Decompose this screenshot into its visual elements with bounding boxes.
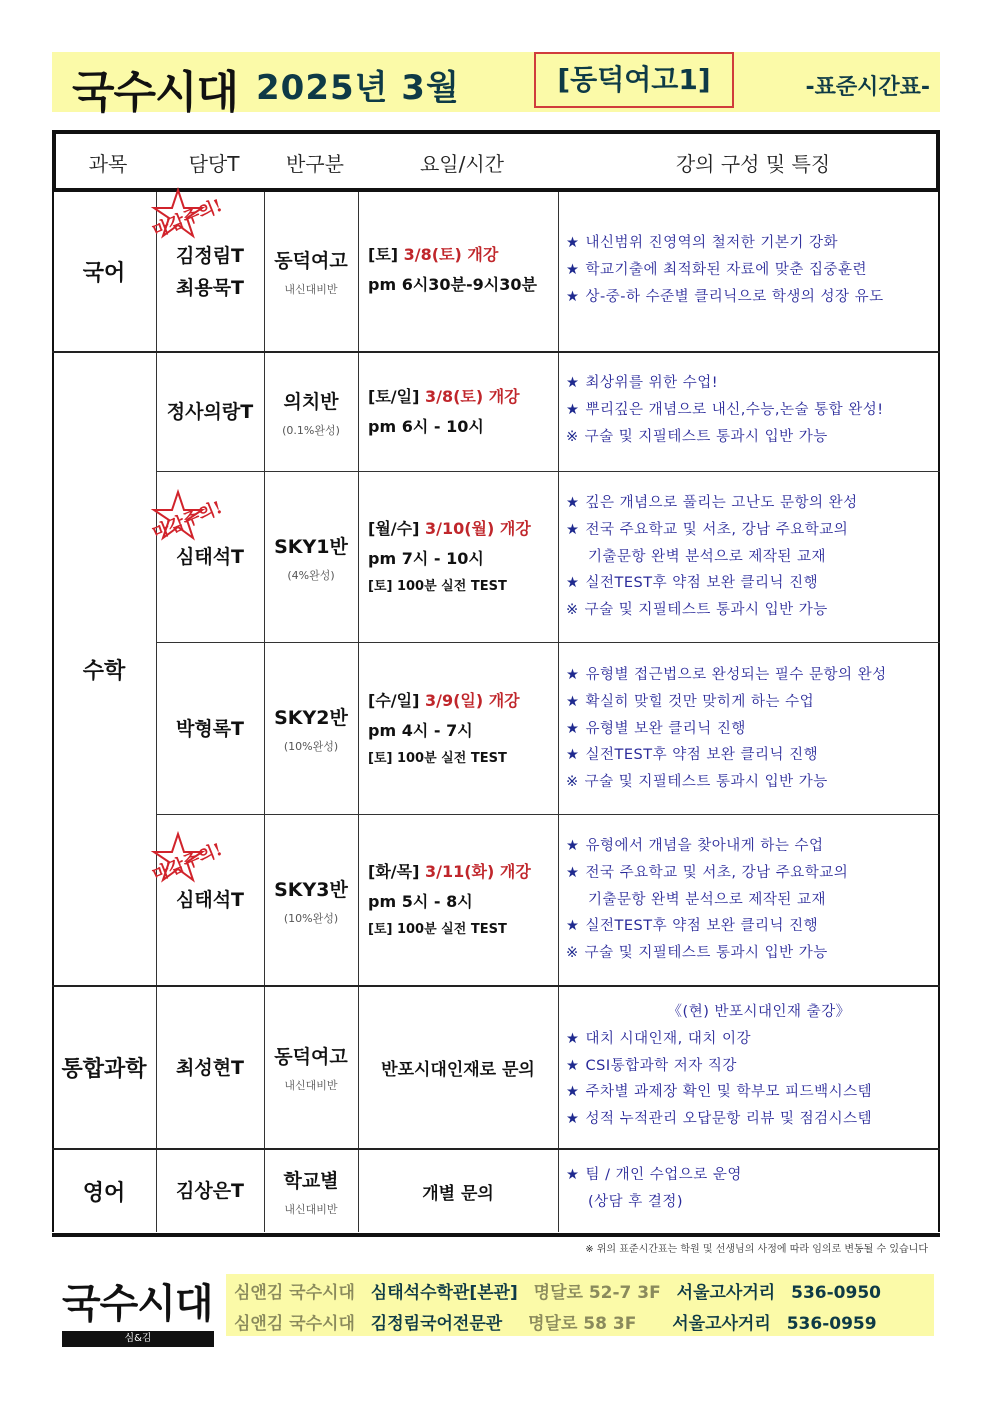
feature-item: 내신범위 진영역의 철저한 기본기 강화: [585, 235, 839, 251]
class-name: SKY2반: [274, 707, 348, 729]
branch-address: 명달로 52-7 3F: [533, 1283, 661, 1303]
header-schedule: 요일/시간: [419, 152, 505, 176]
teacher-english: [156, 1150, 264, 1232]
feature-item: 대치 시대인재, 대치 이강: [585, 1030, 752, 1047]
note-icon: ※: [566, 602, 579, 619]
stamp-text: 마감주의!: [149, 195, 226, 242]
feature-item: 실전TEST후 약점 보완 클리닉 진행: [585, 747, 819, 764]
features-math4: [566, 833, 848, 967]
teacher-name: 심태석T: [175, 546, 245, 568]
feature-item-cont: 기출문항 완벽 분석으로 제작된 교재: [588, 891, 827, 908]
start-date: 3/11(화) 개강: [424, 862, 531, 881]
test-info: [토] 100분 실전 TEST: [368, 922, 507, 937]
features-math1: [566, 370, 884, 450]
schedule-science: [358, 987, 558, 1148]
footer-logo-text: 국수시대: [62, 1281, 213, 1327]
class-time: pm 6시 - 10시: [368, 417, 484, 436]
features-math2: [566, 490, 858, 624]
test-info: [토] 100분 실전 TEST: [368, 579, 507, 594]
features-science: [566, 999, 872, 1133]
class-sub: 내신대비반: [284, 1202, 338, 1216]
branch-name: 심태석수학관[본관]: [370, 1283, 518, 1303]
contact-prefix: 심앤김 국수시대: [234, 1314, 355, 1334]
feature-item: 성적 누적관리 오답문항 리뷰 및 점검시스템: [585, 1111, 873, 1128]
feature-item: 실전TEST후 약점 보완 클리닉 진행: [585, 918, 819, 935]
subject-science: [52, 987, 156, 1148]
feature-item: 팀 / 개인 수업으로 운영: [585, 1167, 742, 1183]
feature-item: 유형별 보완 클리닉 진행: [585, 720, 746, 737]
class-time: pm 6시30분-9시30분: [368, 275, 537, 294]
teacher-science: [156, 987, 264, 1148]
day-label: [수/일]: [368, 691, 420, 710]
start-date: 3/8(토) 개강: [424, 387, 520, 406]
star-icon: ★: [566, 838, 580, 854]
class-korean: [264, 192, 358, 351]
header-teacher: 담당T: [188, 152, 240, 176]
feature-item: 유형별 접근법으로 완성되는 필수 문항의 완성: [585, 667, 887, 683]
features-math3: [566, 662, 887, 796]
subject-label: 영어: [82, 1180, 126, 1206]
features-korean: [566, 230, 884, 310]
schedule-inquiry: 개별 문의: [422, 1183, 494, 1204]
feature-note: 구술 및 지필테스트 통과시 입반 가능: [584, 602, 828, 619]
class-science: [264, 987, 358, 1148]
class-name: SKY1반: [274, 535, 348, 558]
teacher-name: 최성현T: [175, 1056, 245, 1079]
stamp-text: 마감주의!: [149, 839, 226, 886]
feature-item-cont: (상담 후 결정): [588, 1193, 684, 1210]
deadline-stamp: [150, 186, 240, 256]
teacher-name: 김정림T: [175, 244, 245, 267]
branch-location: 서울고사거리: [676, 1283, 776, 1303]
subject-english: [52, 1150, 156, 1232]
school-label: [동덕여고1]: [534, 52, 734, 108]
class-sub: (10%완성): [283, 911, 339, 925]
class-name: SKY3반: [274, 878, 348, 901]
class-name: 학교별: [283, 1169, 339, 1192]
test-info: [토] 100분 실전 TEST: [368, 751, 507, 766]
feature-note: 구술 및 지필테스트 통과시 입반 가능: [584, 428, 828, 445]
teacher-math1: [156, 353, 264, 471]
class-math4: [264, 815, 358, 985]
branch-location: 서울고사거리: [672, 1314, 771, 1334]
star-icon: ★: [566, 918, 580, 935]
class-time: pm 5시 - 8시: [368, 892, 473, 911]
start-date: 3/9(일) 개강: [424, 691, 520, 710]
class-english: [264, 1150, 358, 1232]
teacher-name: 최용묵T: [175, 276, 245, 299]
contact-line: [234, 1278, 881, 1303]
feature-item: 유형에서 개념을 찾아내게 하는 수업: [585, 838, 824, 854]
feature-item: 전국 주요학교 및 서초, 강남 주요학교의: [585, 864, 849, 881]
table-bottom-border: [52, 1233, 940, 1237]
day-label: [토/일]: [368, 387, 420, 406]
class-sub: 내신대비반: [284, 283, 338, 296]
star-icon: ★: [566, 1030, 580, 1047]
star-icon: ★: [566, 288, 580, 305]
class-sub: (10%완성): [283, 740, 339, 753]
subject-label: 수학: [82, 658, 126, 684]
contact-line: [234, 1309, 877, 1334]
branch-phone: 536-0959: [786, 1314, 877, 1334]
day-label: [월/수]: [368, 519, 420, 538]
deadline-stamp: [150, 488, 240, 558]
class-name: 의치반: [283, 390, 339, 413]
star-icon: ★: [566, 720, 580, 737]
branch-phone: 536-0950: [791, 1283, 881, 1303]
star-icon: ★: [566, 864, 580, 881]
star-icon: ★: [566, 1084, 580, 1101]
subject-label: 국어: [82, 261, 126, 286]
subject-label: 통합과학: [61, 1057, 147, 1082]
schedule-korean: [368, 240, 537, 300]
feature-item: 주차별 과제장 확인 및 학부모 피드백시스템: [585, 1084, 873, 1101]
feature-item: 최상위를 위한 수업!: [585, 375, 719, 391]
footer-logo: [62, 1272, 214, 1347]
subject-math: [52, 353, 156, 985]
star-icon: ★: [566, 235, 580, 251]
class-time: pm 7시 - 10시: [368, 549, 484, 568]
teacher-name: 박형록T: [175, 717, 245, 740]
timetable-type: -표준시간표-: [805, 75, 930, 100]
feature-item: 실전TEST후 약점 보완 클리닉 진행: [585, 575, 819, 592]
header-features: 강의 구성 및 특징: [675, 152, 831, 176]
footer-logo-sub: 심&김: [62, 1331, 214, 1347]
schedule-math3: [368, 686, 520, 772]
teacher-math3: [156, 643, 264, 814]
contact-prefix: 심앤김 국수시대: [234, 1283, 355, 1303]
class-sub: (4%완성): [287, 568, 335, 582]
day-label: [토]: [368, 245, 399, 264]
schedule-math2: [368, 514, 531, 600]
deadline-stamp: [150, 830, 240, 900]
header-subject: 과목: [88, 152, 128, 176]
branch-address: 명달로 58 3F: [528, 1314, 637, 1334]
note-icon: ※: [566, 945, 579, 962]
star-icon: ★: [566, 1057, 580, 1074]
feature-note: 구술 및 지필테스트 통과시 입반 가능: [584, 945, 828, 962]
brand-title: 국수시대: [72, 67, 239, 118]
star-icon: ★: [566, 1111, 580, 1128]
feature-item: 학교기출에 최적화된 자료에 맞춘 집중훈련: [585, 261, 868, 278]
branch-name: 김정림국어전문관: [370, 1314, 503, 1334]
feature-item: 뿌리깊은 개념으로 내신,수능,논술 통합 완성!: [585, 401, 884, 418]
star-icon: ★: [566, 375, 580, 391]
star-icon: ★: [566, 667, 580, 683]
feature-item: 확실히 맞힐 것만 맞히게 하는 수업: [585, 693, 815, 710]
star-icon: ★: [566, 747, 580, 764]
feature-item: 상-중-하 수준별 클리닉으로 학생의 성장 유도: [585, 288, 884, 305]
feature-item: CSI통합과학 저자 직강: [585, 1057, 737, 1074]
star-icon: ★: [566, 1167, 580, 1183]
note-icon: ※: [566, 428, 579, 445]
table-border-right: [938, 192, 940, 1232]
stamp-text: 마감주의!: [149, 497, 226, 544]
features-english: [566, 1162, 742, 1216]
star-icon: ★: [566, 693, 580, 710]
star-icon: ★: [566, 261, 580, 278]
day-label: [화/목]: [368, 862, 420, 881]
class-name: 동덕여고: [274, 250, 348, 272]
schedule-math4: [368, 857, 531, 943]
table-header: [52, 130, 940, 192]
disclaimer: ※ 위의 표준시간표는 학원 및 선생님의 사정에 따라 임의로 변동될 수 있습니다: [585, 1244, 928, 1255]
features-title: 《(현) 반포시대인재 출강》: [667, 1004, 851, 1020]
col-divider: [558, 192, 559, 1232]
schedule-inquiry: 반포시대인재로 문의: [381, 1060, 535, 1080]
feature-item-cont: 기출문항 완벽 분석으로 제작된 교재: [588, 548, 827, 565]
class-sub: (0.1%완성): [282, 423, 340, 437]
header-class: 반구분: [286, 152, 344, 176]
subject-korean: [52, 192, 156, 351]
schedule-math1: [368, 382, 520, 442]
teacher-name: 김상은T: [175, 1180, 245, 1202]
star-icon: ★: [566, 401, 580, 418]
class-sub: 내신대비반: [284, 1079, 338, 1092]
feature-item: 전국 주요학교 및 서초, 강남 주요학교의: [585, 521, 849, 538]
teacher-name: 심태석T: [175, 889, 245, 911]
class-math3: [264, 643, 358, 814]
class-time: pm 4시 - 7시: [368, 721, 473, 740]
start-date: 3/8(토) 개강: [403, 245, 499, 264]
feature-item: 깊은 개념으로 풀리는 고난도 문항의 완성: [585, 495, 858, 511]
start-date: 3/10(월) 개강: [424, 519, 531, 538]
note-icon: ※: [566, 774, 579, 791]
class-name: 동덕여고: [274, 1046, 348, 1068]
feature-note: 구술 및 지필테스트 통과시 입반 가능: [584, 774, 828, 791]
header-banner: [52, 52, 940, 118]
class-math2: [264, 472, 358, 642]
star-icon: ★: [566, 495, 580, 511]
class-math1: [264, 353, 358, 471]
header-date: 2025년 3월: [256, 68, 460, 108]
star-icon: ★: [566, 521, 580, 538]
star-icon: ★: [566, 575, 580, 592]
footer-contacts: [226, 1274, 934, 1336]
schedule-english: [358, 1150, 558, 1232]
teacher-name: 정사의랑T: [166, 401, 254, 423]
